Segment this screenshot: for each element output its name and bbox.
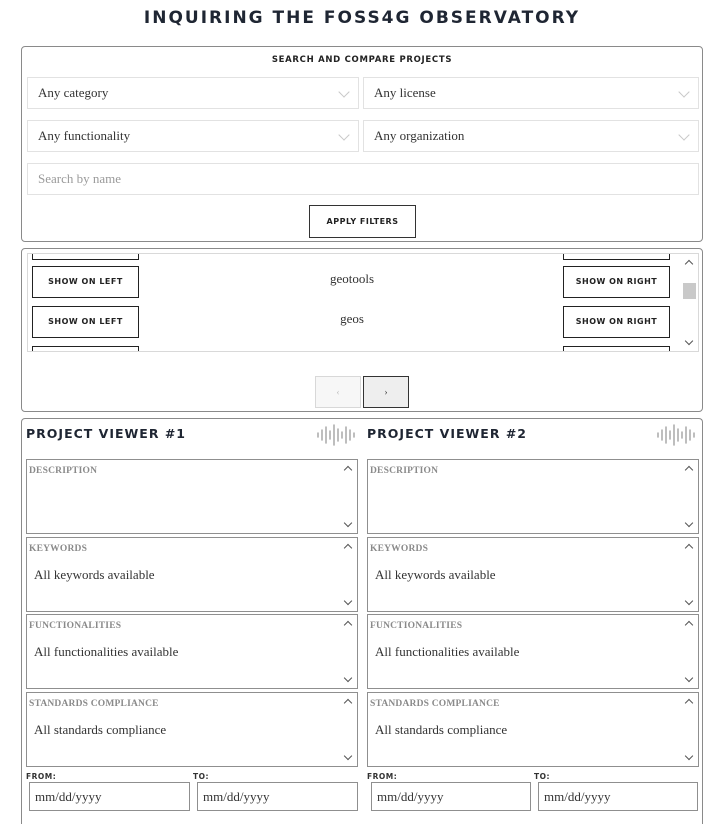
project-name: geotools <box>329 271 375 286</box>
standards-label: STANDARDS COMPLIANCE <box>29 699 159 709</box>
chevron-down-icon <box>678 129 689 140</box>
scroll-down-icon[interactable] <box>685 519 693 527</box>
viewer-2-title: PROJECT VIEWER #2 <box>367 426 527 441</box>
project-list <box>27 253 699 352</box>
scroll-up-icon[interactable] <box>685 466 693 474</box>
scroll-up-icon[interactable] <box>685 621 693 629</box>
license-select[interactable] <box>363 77 699 109</box>
functionalities-field[interactable] <box>367 614 699 689</box>
standards-field[interactable] <box>367 692 699 767</box>
from-date-input[interactable]: mm/dd/yyyy <box>29 782 190 811</box>
description-label: DESCRIPTION <box>370 466 439 476</box>
keywords-field[interactable] <box>26 537 358 612</box>
functionalities-value: All functionalities available <box>34 644 179 659</box>
description-field[interactable] <box>26 459 358 534</box>
scroll-down-icon[interactable] <box>344 752 352 760</box>
chevron-down-icon <box>678 86 689 97</box>
from-label: FROM: <box>367 772 398 781</box>
standards-label: STANDARDS COMPLIANCE <box>370 699 500 709</box>
show-right-button[interactable]: SHOW ON RIGHT <box>563 306 670 338</box>
chevron-down-icon <box>338 86 349 97</box>
scroll-up-icon[interactable] <box>685 544 693 552</box>
keywords-label: KEYWORDS <box>370 544 429 554</box>
apply-filters-button[interactable]: APPLY FILTERS <box>309 205 416 238</box>
to-date-input[interactable]: mm/dd/yyyy <box>538 782 698 811</box>
description-label: DESCRIPTION <box>29 466 98 476</box>
next-page-button[interactable]: › <box>363 376 409 408</box>
field-scrollbar[interactable] <box>340 693 357 766</box>
field-scrollbar[interactable] <box>340 615 357 688</box>
prev-page-button[interactable]: ‹ <box>315 376 361 408</box>
category-select-value: Any category <box>38 85 109 100</box>
show-left-button-partial[interactable] <box>32 346 139 352</box>
scroll-up-icon[interactable] <box>344 699 352 707</box>
to-label: TO: <box>193 772 209 781</box>
scroll-down-icon[interactable] <box>344 519 352 527</box>
scroll-up-icon[interactable] <box>685 260 693 268</box>
field-scrollbar[interactable] <box>681 693 698 766</box>
scroll-down-icon[interactable] <box>685 674 693 682</box>
organization-select-value: Any organization <box>374 128 465 143</box>
field-scrollbar[interactable] <box>340 538 357 611</box>
show-right-button-partial[interactable] <box>563 253 670 260</box>
scrollbar-thumb[interactable] <box>683 283 696 299</box>
field-scrollbar[interactable] <box>681 538 698 611</box>
standards-value: All standards compliance <box>34 722 167 737</box>
waveform-icon <box>656 424 698 446</box>
page-title: INQUIRING THE FOSS4G OBSERVATORY <box>143 8 581 28</box>
organization-select[interactable] <box>363 120 699 152</box>
functionalities-field[interactable] <box>26 614 358 689</box>
keywords-value: All keywords available <box>375 567 496 582</box>
show-right-button-partial[interactable] <box>563 346 670 352</box>
project-list-panel <box>21 248 703 412</box>
show-left-button[interactable]: SHOW ON LEFT <box>32 266 139 298</box>
viewer-1-title: PROJECT VIEWER #1 <box>26 426 186 441</box>
show-right-button[interactable]: SHOW ON RIGHT <box>563 266 670 298</box>
description-field[interactable] <box>367 459 699 534</box>
scroll-down-icon[interactable] <box>685 752 693 760</box>
show-left-button[interactable]: SHOW ON LEFT <box>32 306 139 338</box>
from-label: FROM: <box>26 772 57 781</box>
functionalities-value: All functionalities available <box>375 644 520 659</box>
keywords-label: KEYWORDS <box>29 544 88 554</box>
search-panel <box>21 46 703 242</box>
scroll-down-icon[interactable] <box>344 674 352 682</box>
scroll-up-icon[interactable] <box>685 699 693 707</box>
chevron-down-icon <box>338 129 349 140</box>
show-left-button-partial[interactable] <box>32 253 139 260</box>
to-date-input[interactable]: mm/dd/yyyy <box>197 782 358 811</box>
search-heading: SEARCH AND COMPARE PROJECTS <box>271 55 453 65</box>
from-date-input[interactable]: mm/dd/yyyy <box>371 782 531 811</box>
functionality-select-value: Any functionality <box>38 128 131 143</box>
category-select[interactable] <box>27 77 359 109</box>
license-select-value: Any license <box>374 85 436 100</box>
field-scrollbar[interactable] <box>681 460 698 533</box>
keywords-value: All keywords available <box>34 567 155 582</box>
functionalities-label: FUNCTIONALITIES <box>29 621 122 631</box>
scroll-down-icon[interactable] <box>685 337 693 345</box>
field-scrollbar[interactable] <box>681 615 698 688</box>
scroll-up-icon[interactable] <box>344 621 352 629</box>
standards-field[interactable] <box>26 692 358 767</box>
search-name-input[interactable]: Search by name <box>27 163 699 195</box>
waveform-icon <box>316 424 358 446</box>
scroll-up-icon[interactable] <box>344 466 352 474</box>
scroll-down-icon[interactable] <box>344 597 352 605</box>
functionality-select[interactable] <box>27 120 359 152</box>
scroll-up-icon[interactable] <box>344 544 352 552</box>
to-label: TO: <box>534 772 550 781</box>
keywords-field[interactable] <box>367 537 699 612</box>
scroll-down-icon[interactable] <box>685 597 693 605</box>
project-name: geos <box>340 311 364 326</box>
functionalities-label: FUNCTIONALITIES <box>370 621 463 631</box>
standards-value: All standards compliance <box>375 722 508 737</box>
list-scrollbar[interactable] <box>681 254 698 351</box>
field-scrollbar[interactable] <box>340 460 357 533</box>
